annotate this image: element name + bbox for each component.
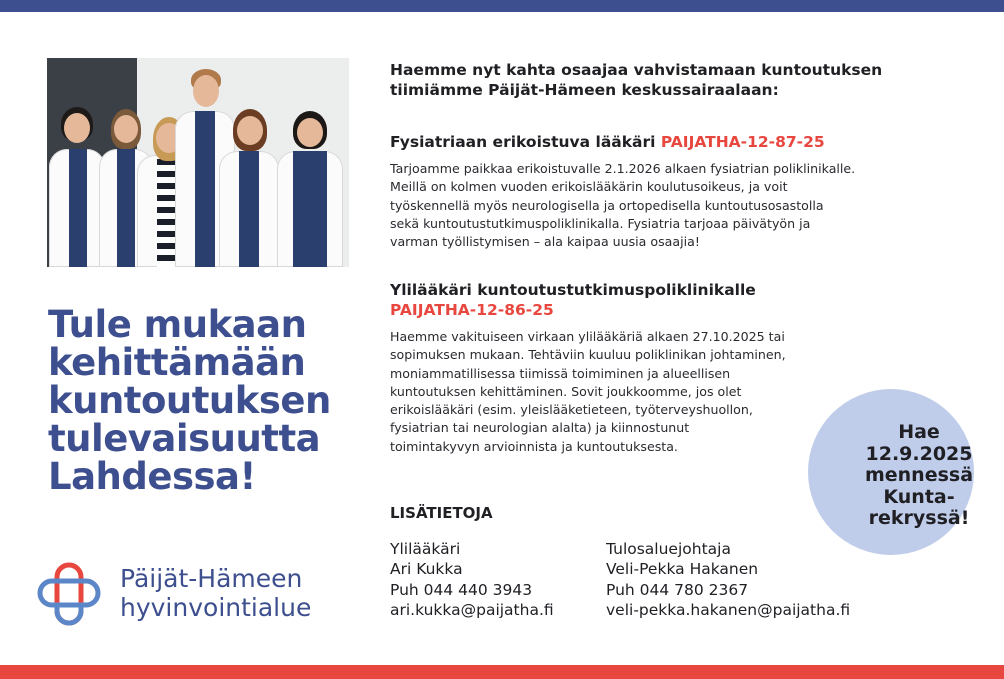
main-headline [48,303,368,498]
intro-line: Haemme nyt kahta osaajaa vahvistamaan kuntoutuksen [390,61,883,79]
contact-name: Ari Kukka [390,560,463,579]
badge-line: mennessä [864,464,974,486]
organization-name-line: hyvinvointialue [120,593,312,622]
cross-logo-icon [36,560,106,630]
badge-line: Kunta- [883,485,955,508]
description-line: varman työllistymisen – ala kaipaa uusia osaajia! [390,234,700,250]
headline-line: kehittämään [48,341,306,384]
job-description [390,160,855,251]
description-line: kuntoutuksen kehittäminen. Sovit joukkoomme, jos olet [390,383,742,399]
description-line: sopimuksen mukaan. Tehtäviin kuuluu poliklinikan johtaminen, [390,347,786,363]
contact-phone: Puh 044 440 3943 [390,580,533,599]
deadline-badge [808,389,1004,555]
description-line: Tarjoamme paikkaa erikoistuvalle 2.1.2026 alkaen fysiatrian poliklinikalle. [390,161,856,176]
contact-role: Ylilääkäri [390,540,461,558]
description-line: erikoislääkäri (esim. yleislääketieteen, työterveyshuollon, [390,402,753,418]
headline-line: kuntoutuksen [48,379,331,422]
job-posting-1 [390,132,855,251]
badge-text [844,422,994,530]
organization-name-line: Päijät-Hämeen [120,564,303,593]
contact-card [390,539,554,620]
job-title-text: Fysiatriaan erikoistuva lääkäri [390,133,656,151]
contacts-heading: LISÄTIETOJA [390,504,493,522]
description-line: Meillä on kolmen vuoden erikoislääkärin koulutusoikeus, ja voit [390,179,788,195]
job-title: Ylilääkäri kuntoutustutkimuspoliklinikalle [390,281,756,299]
description-line: sekä kuntoutustutkimuspoliklinikalla. Fysiatria tarjoaa päivätyön ja [390,215,811,231]
top-accent-bar [0,0,1004,12]
intro-heading [390,60,950,100]
job-code: PAIJATHA-12-86-25 [390,301,554,319]
intro-line: tiimiämme Päijät-Hämeen keskussairaalaan: [390,81,779,99]
bottom-accent-bar [0,665,1004,679]
contact-name: Veli-Pekka Hakanen [606,560,759,579]
contact-email: ari.kukka@paijatha.fi [390,600,554,619]
description-line: fysiatrian tai neurologian alalta) ja kiinnostunut [390,420,690,436]
job-description [390,328,786,456]
description-line: Haemme vakituiseen virkaan ylilääkäriä alkaen 27.10.2025 tai [390,329,785,344]
headline-line: Tule mukaan [48,303,307,346]
badge-line: Hae [898,421,940,443]
job-ad-content [390,60,950,454]
job-title [390,132,855,152]
headline-line: Lahdessa! [48,455,256,498]
contact-email: veli-pekka.hakanen@paijatha.fi [606,600,851,619]
headline-line: tulevaisuutta [48,417,321,460]
badge-line: rekryssä! [868,507,970,529]
description-line: toimintakyvyn arvioinnista ja kuntoutuksesta. [390,438,678,454]
team-photo [47,58,349,267]
organization-logo [36,560,346,630]
job-code: PAIJATHA-12-87-25 [660,133,825,151]
badge-line: 12.9.2025 [865,442,973,465]
contact-role: Tulosaluejohtaja [606,540,731,558]
organization-name [120,564,311,622]
description-line: työskennellä myös neurologisella ja ortopedisella kuntoutusosastolla [390,197,824,213]
description-line: moniammatillisessa tiimissä toimiminen ja alueellisen [390,365,731,381]
job-posting-2 [390,280,786,456]
contact-phone: Puh 044 780 2367 [606,580,749,599]
